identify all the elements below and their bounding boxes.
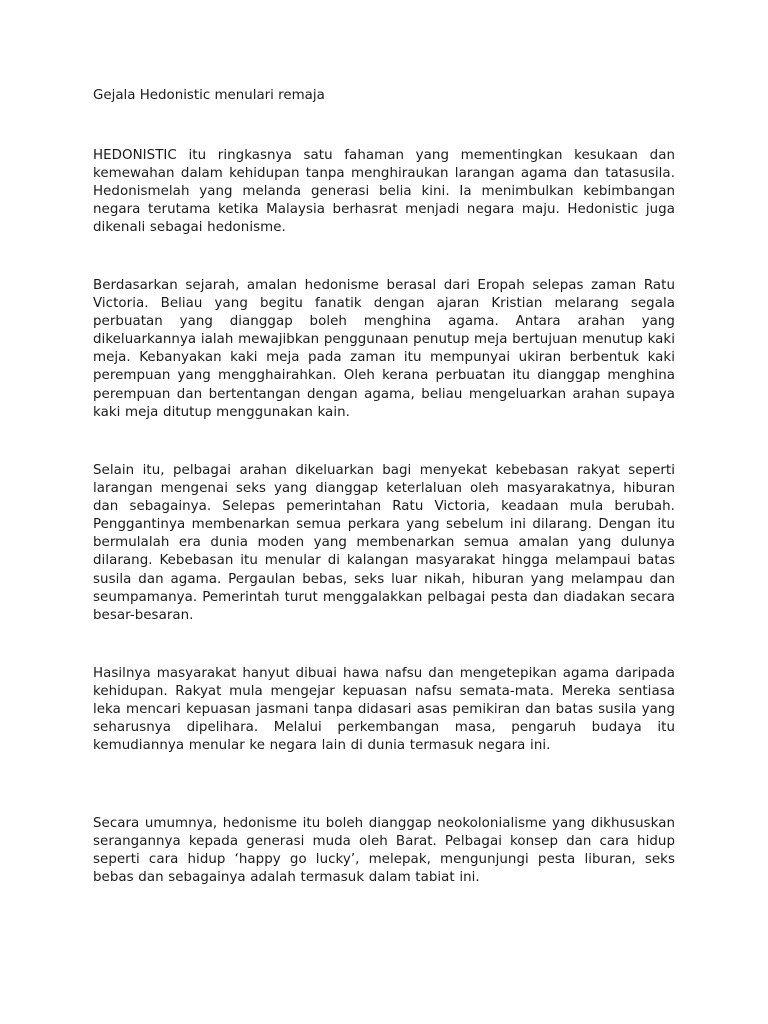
paragraph-4: Hasilnya masyarakat hanyut dibuai hawa nafsu dan mengetepikan agama daripada kehidupan. Rakyat mula mengejar kepuasan nafsu semata-mata. Mereka sentiasa leka mencari kepuasan jasmani tanpa didasari asas pemikiran dan batas susila yang seharusnya dipelihara. Melalui perkembangan masa, pengaruh budaya itu kemudiannya menular ke negara lain di dunia termasuk negara ini. — [93, 666, 675, 754]
paragraph-5: Secara umumnya, hedonisme itu boleh dianggap neokolonialisme yang dikhususkan serangannya kepada generasi muda oleh Barat. Pelbagai konsep dan cara hidup seperti cara hidup ‘happy go lucky’, melepak, mengunjungi pesta liburan, seks bebas dan sebagainya adalah termasuk dalam tabiat ini. — [93, 816, 675, 886]
paragraph-1: HEDONISTIC itu ringkasnya satu fahaman yang mementingkan kesukaan dan kemewahan dalam kehidupan tanpa menghiraukan larangan agama dan tatasusila. Hedonismelah yang melanda generasi belia kini. Ia menimbulkan kebimbangan negara terutama ketika Malaysia berhasrat menjadi negara maju. Hedonistic juga dikenali sebagai hedonisme. — [93, 148, 675, 236]
document-title: Gejala Hedonistic menulari remaja — [93, 88, 325, 103]
paragraph-2: Berdasarkan sejarah, amalan hedonisme berasal dari Eropah selepas zaman Ratu Victoria. Beliau yang begitu fanatik dengan ajaran Kristian melarang segala perbuatan yang dianggap boleh menghina agama. Antara arahan yang dikeluarkannya ialah mewajibkan penggunaan penutup meja bertujuan menutup kaki meja. Kebanyakan kaki meja pada zaman itu mempunyai ukiran berbentuk kaki perempuan yang mengghairahkan. Oleh kerana perbuatan itu dianggap menghina perempuan dan bertentangan dengan agama, beliau mengeluarkan arahan supaya kaki meja ditutup menggunakan kain. — [93, 278, 675, 420]
paragraph-3: Selain itu, pelbagai arahan dikeluarkan bagi menyekat kebebasan rakyat seperti larangan mengenai seks yang dianggap keterlaluan oleh masyarakatnya, hiburan dan sebagainya. Selepas pemerintahan Ratu Victoria, keadaan mula berubah. Penggantinya membenarkan semua perkara yang sebelum ini dilarang. Dengan itu bermulalah era dunia moden yang membenarkan semua amalan yang dulunya dilarang. Kebebasan itu menular di kalangan masyarakat hingga melampaui batas susila dan agama. Pergaulan bebas, seks luar nikah, hiburan yang melampau dan seumpamanya. Pemerintah turut menggalakkan pelbagai pesta dan diadakan secara besar-besaran. — [93, 463, 675, 623]
